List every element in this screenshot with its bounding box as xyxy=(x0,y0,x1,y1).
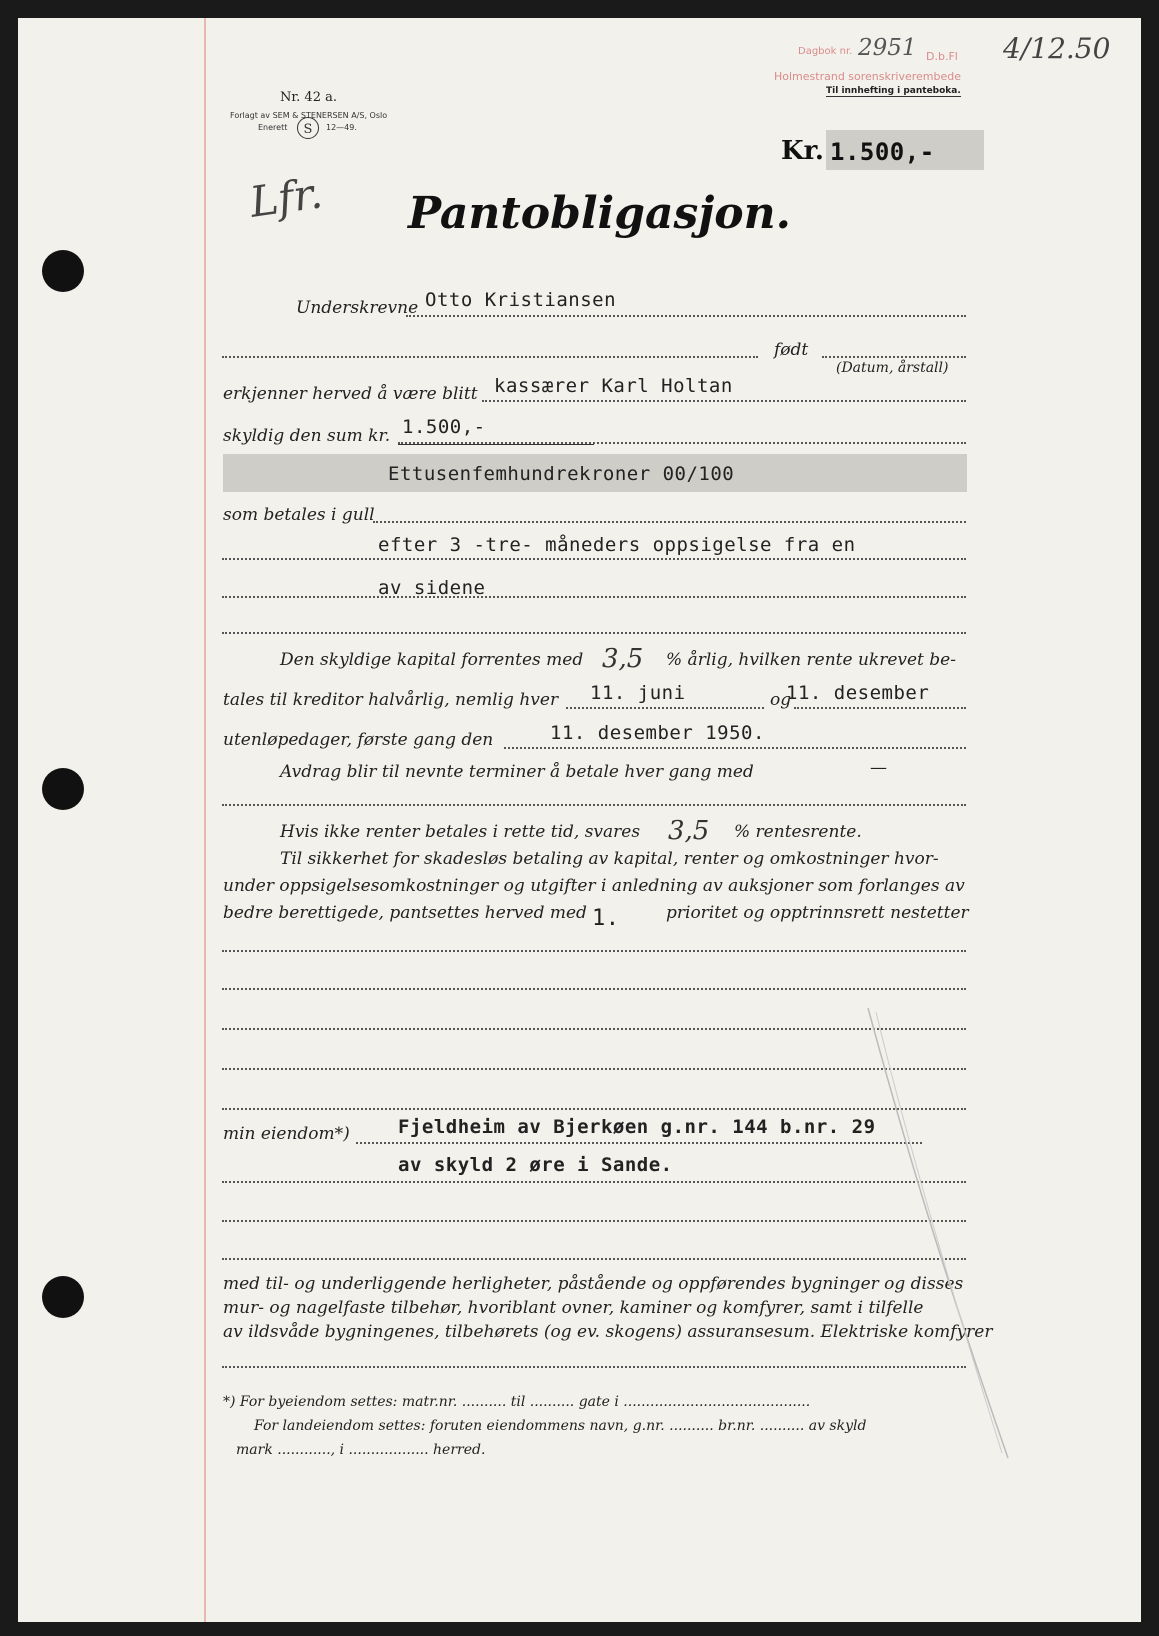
svg-text:S: S xyxy=(303,122,313,137)
initials-handwritten: Lfr. xyxy=(246,168,326,227)
form-number: Nr. 42 a. xyxy=(280,90,337,105)
debtor-name: Otto Kristiansen xyxy=(425,289,617,311)
date-handwritten: 4/12.50 xyxy=(1003,32,1111,65)
fill-line xyxy=(222,1108,966,1110)
label-security-1: Til sikkerhet for skadesløs betaling av kapital, renter og omkostninger hvor- xyxy=(280,849,939,869)
label-acknowledge: erkjenner herved å være blitt xyxy=(223,384,478,404)
label-appurt-3: av ildsvåde bygningenes, tilbehørets (og ev. skogens) assuransesum. Elektriske komfyrer xyxy=(223,1322,993,1342)
fill-line xyxy=(222,1068,966,1070)
label-born: født xyxy=(774,340,809,360)
late-rate: 3,5 xyxy=(668,816,710,846)
fill-line xyxy=(356,1142,922,1144)
fill-line xyxy=(794,707,966,709)
fill-line xyxy=(406,315,966,317)
fill-line xyxy=(222,632,966,634)
label-installment: Avdrag blir til nevnte terminer å betale hver gang med xyxy=(280,762,754,782)
journal-number-hw: 2951 xyxy=(858,35,917,61)
fill-line xyxy=(222,804,966,806)
publisher-enerett: Enerett xyxy=(258,123,288,132)
fill-line xyxy=(222,1366,966,1368)
fill-line xyxy=(373,521,966,523)
label-security-2: under oppsigelsesomkostninger og utgifter i anledning av auksjoner som forlanges av xyxy=(223,876,965,896)
margin-line xyxy=(204,18,206,1622)
fill-line xyxy=(566,707,764,709)
sum-value: 1.500,- xyxy=(402,416,486,438)
document-title: Pantobligasjon. xyxy=(408,188,791,239)
stamp-dagbok: Dagbok nr. xyxy=(798,46,853,57)
publisher-logo-icon xyxy=(297,117,319,139)
pencil-mark xyxy=(858,998,1018,1468)
first-payment-date: 11. desember 1950. xyxy=(550,722,765,744)
label-pay-gold: som betales i gull xyxy=(223,505,375,525)
label-interest-2a: tales til kreditor halvårlig, nemlig hver xyxy=(223,690,559,710)
label-late-1b: % rentesrente. xyxy=(734,822,862,842)
label-interest-1a: Den skyldige kapital forrentes med xyxy=(280,650,584,670)
label-late-1a: Hvis ikke renter betales i rette tid, svares xyxy=(280,822,641,842)
footnote-1: *) For byeiendom settes: matr.nr. .......... til .......... gate i .......................................... xyxy=(223,1394,811,1410)
terms-line-1: efter 3 -tre- måneders oppsigelse fra en xyxy=(378,534,856,556)
term-date-1: 11. juni xyxy=(590,682,686,704)
label-property: min eiendom*) xyxy=(223,1124,350,1144)
label-date-year: (Datum, årstall) xyxy=(836,360,949,376)
footnote-2: For landeiendom settes: foruten eiendommens navn, g.nr. .......... br.nr. .......... av skyld xyxy=(254,1418,867,1434)
label-interest-3: utenløpedager, første gang den xyxy=(223,730,494,750)
fill-line xyxy=(222,1028,966,1030)
fill-line xyxy=(822,356,966,358)
property-line-2: av skyld 2 øre i Sande. xyxy=(398,1154,673,1176)
sum-in-words: Ettusenfemhundrekroner 00/100 xyxy=(388,463,735,485)
fill-line xyxy=(222,1181,966,1183)
punch-hole xyxy=(42,1276,84,1318)
label-appurt-1: med til- og underliggende herligheter, påstående og oppførendes bygninger og disses xyxy=(223,1274,964,1294)
stamp-dbfl: D.b.Fl xyxy=(926,50,958,63)
property-line-1: Fjeldheim av Bjerkøen g.nr. 144 b.nr. 29 xyxy=(398,1116,876,1138)
fill-line xyxy=(222,558,966,560)
label-appurt-2: mur- og nagelfaste tilbehør, hvoriblant ovner, kaminer og komfyrer, samt i tilfelle xyxy=(223,1298,924,1318)
fill-line xyxy=(222,1258,966,1260)
terms-line-2: av sidene xyxy=(378,577,486,599)
footnote-3: mark ............, i .................. herred. xyxy=(236,1442,486,1458)
document-page xyxy=(18,18,1141,1622)
label-undersigned: Underskrevne xyxy=(296,298,419,318)
publisher-code: 12—49. xyxy=(326,123,357,132)
fill-line xyxy=(222,596,966,598)
fill-line xyxy=(222,950,966,952)
label-security-3a: bedre berettigede, pantsettes herved med xyxy=(223,903,587,923)
stamp-office: Holmestrand sorenskriverembede xyxy=(774,70,961,83)
label-interest-1b: % årlig, hvilken rente ukrevet be- xyxy=(666,650,956,670)
fill-line xyxy=(504,747,966,749)
term-date-2: 11. desember xyxy=(786,682,930,704)
punch-hole xyxy=(42,250,84,292)
label-and: og xyxy=(770,690,792,710)
label-security-3b: prioritet og opptrinnsrett nestetter xyxy=(666,903,969,923)
fill-line xyxy=(222,1220,966,1222)
stamp-filing: Til innhefting i panteboka. xyxy=(826,86,961,96)
interest-rate: 3,5 xyxy=(602,644,644,674)
installment-dash: — xyxy=(870,758,887,778)
creditor-name: kassærer Karl Holtan xyxy=(494,375,733,397)
punch-hole xyxy=(42,768,84,810)
amount-prefix: Kr. xyxy=(781,136,824,166)
sum-underline xyxy=(398,444,594,445)
fill-line xyxy=(222,988,966,990)
fill-line xyxy=(482,400,966,402)
fill-line xyxy=(222,356,758,358)
publisher-line: Forlagt av SEM & STENERSEN A/S, Oslo xyxy=(230,111,388,120)
label-owe-sum: skyldig den sum kr. xyxy=(223,426,391,446)
priority-value: 1. xyxy=(592,906,620,931)
amount-value: 1.500,- xyxy=(830,138,935,166)
